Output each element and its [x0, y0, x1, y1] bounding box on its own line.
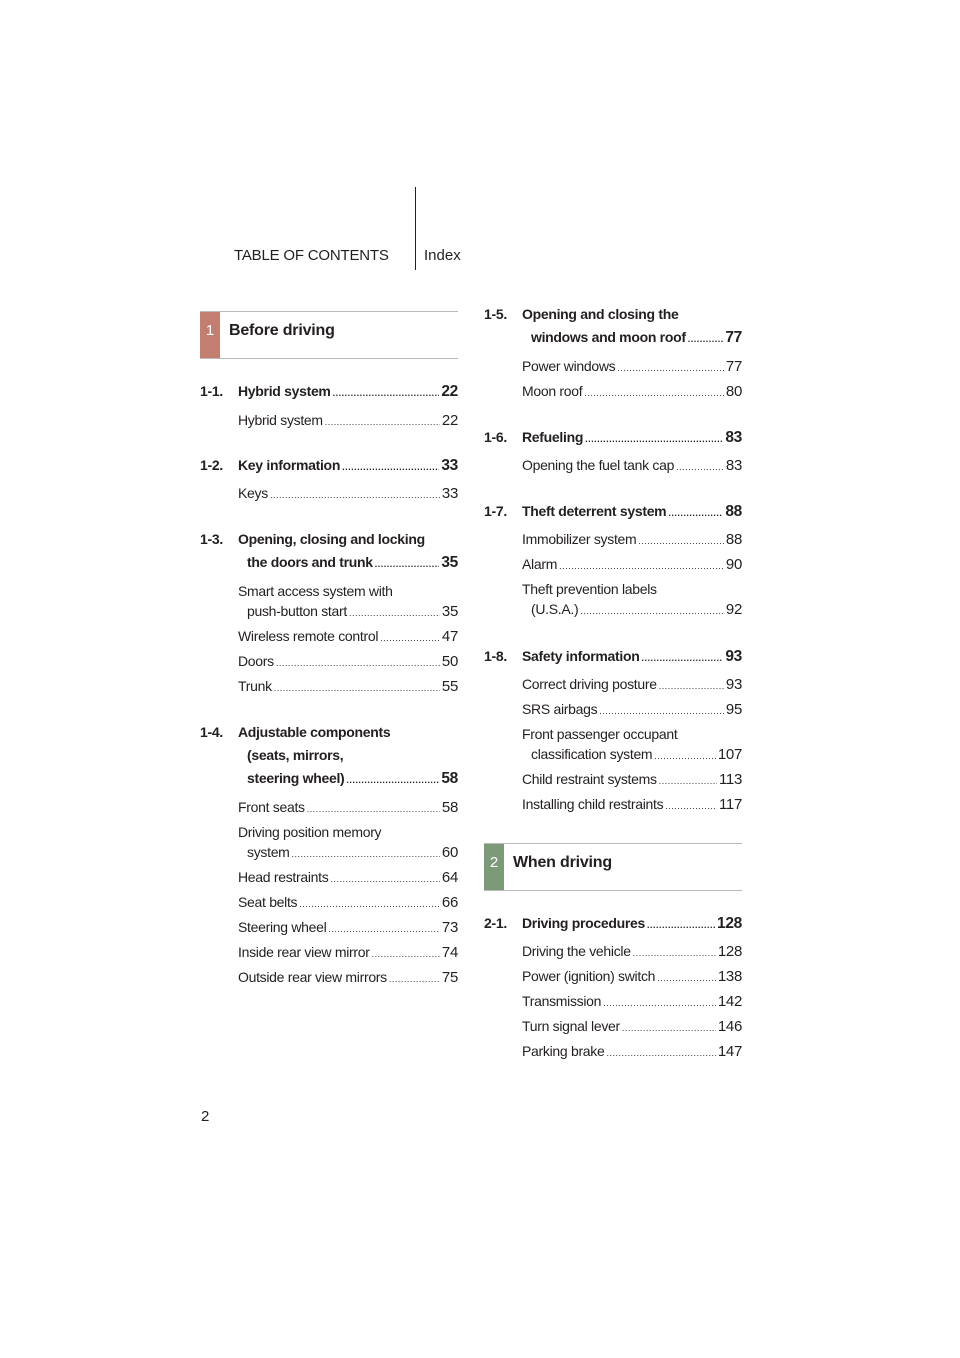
- entry-page: 117: [718, 796, 742, 813]
- entry-page: 50: [441, 653, 458, 670]
- leader-dots: [333, 382, 440, 405]
- section-title: Hybrid system: [238, 383, 331, 399]
- toc-entry-doors[interactable]: [238, 651, 458, 673]
- section-page: 83: [725, 429, 742, 446]
- section-title-line2: (seats, mirrors,: [247, 747, 344, 763]
- section-title-line3: steering wheel): [247, 770, 345, 786]
- entry-page: 92: [725, 601, 742, 618]
- leader-dots: [584, 383, 724, 403]
- entry-title: Seat belts: [238, 894, 298, 910]
- section-title: Theft deterrent system: [522, 503, 667, 519]
- section-page: 22: [441, 383, 458, 400]
- section-title: Safety information: [522, 648, 640, 664]
- chapter-2-header[interactable]: [484, 843, 742, 891]
- toc-entry-hybrid-system[interactable]: [238, 410, 458, 432]
- entry-title: Doors: [238, 653, 274, 669]
- entry-page: 107: [717, 746, 742, 763]
- entry-page: 47: [441, 628, 458, 645]
- chapter-number: 1: [200, 312, 220, 358]
- entry-title: Immobilizer system: [522, 531, 637, 547]
- entry-title-line2: push-button start: [247, 603, 347, 619]
- entry-title: Moon roof: [522, 383, 583, 399]
- chapter-1-header[interactable]: [200, 311, 458, 359]
- entry-title-line2: (U.S.A.): [531, 601, 579, 617]
- entry-title: Trunk: [238, 678, 272, 694]
- leader-dots: [389, 969, 440, 989]
- leader-dots: [654, 746, 716, 766]
- toc-entry-moon-roof[interactable]: [522, 381, 742, 403]
- section-number: 1-2.: [200, 457, 223, 473]
- entry-title: Inside rear view mirror: [238, 944, 370, 960]
- page-number: 2: [201, 1108, 210, 1125]
- header-divider: [415, 187, 416, 270]
- toc-entry-steering-wheel[interactable]: [238, 917, 458, 939]
- section-number: 1-6.: [484, 429, 507, 445]
- entry-page: 93: [725, 676, 742, 693]
- section-page: 77: [725, 329, 742, 346]
- chapter-number: 2: [484, 844, 504, 890]
- toc-entry-turn-signal-lever[interactable]: [522, 1016, 742, 1038]
- leader-dots: [665, 796, 717, 816]
- section-number: 1-5.: [484, 306, 507, 322]
- toc-entry-seat-belts[interactable]: [238, 892, 458, 914]
- entry-page: 90: [725, 556, 742, 573]
- toc-entry-power-ignition-switch[interactable]: [522, 966, 742, 988]
- leader-dots: [617, 358, 724, 378]
- leader-dots: [688, 328, 724, 351]
- entry-page: 33: [441, 485, 458, 502]
- section-page: 88: [725, 503, 742, 520]
- entry-page: 77: [725, 358, 742, 375]
- entry-title: Wireless remote control: [238, 628, 379, 644]
- entry-page: 66: [441, 894, 458, 911]
- toc-entry-fuel-tank-cap[interactable]: [522, 455, 742, 477]
- leader-dots: [276, 653, 440, 673]
- entry-page: 55: [441, 678, 458, 695]
- chapter-title: Before driving: [229, 322, 335, 339]
- section-number: 1-1.: [200, 383, 223, 399]
- leader-dots: [676, 457, 724, 477]
- leader-dots: [559, 556, 724, 576]
- entry-title: Turn signal lever: [522, 1018, 620, 1034]
- toc-entry-power-windows[interactable]: [522, 356, 742, 378]
- toc-entry-transmission[interactable]: [522, 991, 742, 1013]
- entry-title: Correct driving posture: [522, 676, 657, 692]
- toc-entry-child-restraint-systems[interactable]: [522, 769, 742, 791]
- leader-dots: [633, 943, 716, 963]
- leader-dots: [292, 844, 440, 864]
- leader-dots: [622, 1018, 716, 1038]
- entry-page: 142: [717, 993, 742, 1010]
- section-page: 58: [441, 770, 458, 787]
- entry-title-line1: Front passenger occupant: [522, 726, 678, 742]
- leader-dots: [328, 919, 439, 939]
- toc-entry-parking-brake[interactable]: [522, 1041, 742, 1063]
- entry-title: Driving the vehicle: [522, 943, 631, 959]
- leader-dots: [659, 771, 717, 791]
- section-number: 1-7.: [484, 503, 507, 519]
- leader-dots: [330, 869, 439, 889]
- leader-dots: [668, 502, 723, 525]
- section-title: Refueling: [522, 429, 584, 445]
- entry-title: Keys: [238, 485, 268, 501]
- entry-page: 83: [725, 457, 742, 474]
- toc-entry-trunk[interactable]: [238, 676, 458, 698]
- section-title: Key information: [238, 457, 341, 473]
- section-title-line2: the doors and trunk: [247, 554, 373, 570]
- entry-page: 22: [441, 412, 458, 429]
- section-title-line2: windows and moon roof: [531, 329, 686, 345]
- toc-entry-driving-the-vehicle[interactable]: [522, 941, 742, 963]
- leader-dots: [325, 412, 440, 432]
- leader-dots: [380, 628, 440, 648]
- toc-entry-outside-rear-view-mirrors[interactable]: [238, 967, 458, 989]
- section-title-line1: Opening and closing the: [522, 306, 679, 322]
- entry-page: 75: [441, 969, 458, 986]
- toc-entry-inside-rear-view-mirror[interactable]: [238, 942, 458, 964]
- leader-dots: [342, 456, 439, 479]
- entry-title: Steering wheel: [238, 919, 327, 935]
- entry-page: 146: [717, 1018, 742, 1035]
- leader-dots: [642, 647, 724, 670]
- leader-dots: [299, 894, 440, 914]
- entry-page: 147: [717, 1043, 742, 1060]
- toc-entry-keys[interactable]: [238, 483, 458, 505]
- entry-page: 95: [725, 701, 742, 718]
- toc-entry-occupant-classification[interactable]: [522, 724, 742, 766]
- entry-page: 64: [441, 869, 458, 886]
- toc-entry-wireless-remote-control[interactable]: [238, 626, 458, 648]
- entry-title: Power (ignition) switch: [522, 968, 656, 984]
- entry-page: 58: [441, 799, 458, 816]
- entry-page: 138: [717, 968, 742, 985]
- toc-entry-installing-child-restraints[interactable]: [522, 794, 742, 816]
- entry-title: Front seats: [238, 799, 305, 815]
- entry-page: 73: [441, 919, 458, 936]
- toc-entry-smart-access-system[interactable]: [238, 581, 458, 623]
- entry-page: 35: [441, 603, 458, 620]
- section-page: 35: [441, 554, 458, 571]
- entry-title: Head restraints: [238, 869, 329, 885]
- section-page: 128: [717, 915, 742, 932]
- toc-entry-theft-prevention-labels[interactable]: [522, 579, 742, 621]
- entry-title: Transmission: [522, 993, 602, 1009]
- entry-page: 60: [441, 844, 458, 861]
- entry-title: Hybrid system: [238, 412, 323, 428]
- section-page: 33: [441, 457, 458, 474]
- entry-page: 88: [725, 531, 742, 548]
- entry-title: Installing child restraints: [522, 796, 664, 812]
- section-page: 93: [725, 648, 742, 665]
- entry-page: 128: [717, 943, 742, 960]
- entry-title: Outside rear view mirrors: [238, 969, 387, 985]
- leader-dots: [659, 676, 724, 696]
- entry-title-line1: Smart access system with: [238, 583, 393, 599]
- section-title: Driving procedures: [522, 915, 645, 931]
- section-title-line1: Adjustable components: [238, 724, 391, 740]
- index-link[interactable]: Index: [424, 247, 461, 264]
- entry-page: 113: [718, 771, 742, 788]
- section-number: 1-4.: [200, 724, 223, 740]
- leader-dots: [274, 678, 440, 698]
- leader-dots: [307, 799, 440, 819]
- toc-entry-correct-driving-posture[interactable]: [522, 674, 742, 696]
- entry-title: Opening the fuel tank cap: [522, 457, 675, 473]
- leader-dots: [647, 914, 715, 937]
- leader-dots: [346, 769, 439, 792]
- entry-title: SRS airbags: [522, 701, 598, 717]
- leader-dots: [585, 428, 723, 451]
- entry-title-line2: classification system: [531, 746, 653, 762]
- toc-entry-srs-airbags[interactable]: [522, 699, 742, 721]
- section-title-line1: Opening, closing and locking: [238, 531, 425, 547]
- toc-entry-head-restraints[interactable]: [238, 867, 458, 889]
- entry-title-line1: Driving position memory: [238, 824, 382, 840]
- table-of-contents-link[interactable]: TABLE OF CONTENTS: [234, 247, 389, 264]
- leader-dots: [638, 531, 724, 551]
- entry-page: 74: [441, 944, 458, 961]
- toc-entry-front-seats[interactable]: [238, 797, 458, 819]
- entry-page: 80: [725, 383, 742, 400]
- leader-dots: [657, 968, 716, 988]
- entry-title-line1: Theft prevention labels: [522, 581, 657, 597]
- entry-title: Parking brake: [522, 1043, 605, 1059]
- leader-dots: [372, 944, 440, 964]
- entry-title: Alarm: [522, 556, 558, 572]
- section-number: 1-3.: [200, 531, 223, 547]
- leader-dots: [606, 1043, 715, 1063]
- entry-title: Power windows: [522, 358, 616, 374]
- leader-dots: [349, 603, 440, 623]
- toc-entry-immobilizer-system[interactable]: [522, 529, 742, 551]
- toc-entry-alarm[interactable]: [522, 554, 742, 576]
- section-number: 1-8.: [484, 648, 507, 664]
- section-number: 2-1.: [484, 915, 507, 931]
- toc-entry-driving-position-memory[interactable]: [238, 822, 458, 864]
- leader-dots: [603, 993, 716, 1013]
- leader-dots: [270, 485, 440, 505]
- chapter-title: When driving: [513, 854, 612, 871]
- leader-dots: [375, 553, 440, 576]
- entry-title-line2: system: [247, 844, 290, 860]
- leader-dots: [580, 601, 724, 621]
- leader-dots: [599, 701, 724, 721]
- entry-title: Child restraint systems: [522, 771, 657, 787]
